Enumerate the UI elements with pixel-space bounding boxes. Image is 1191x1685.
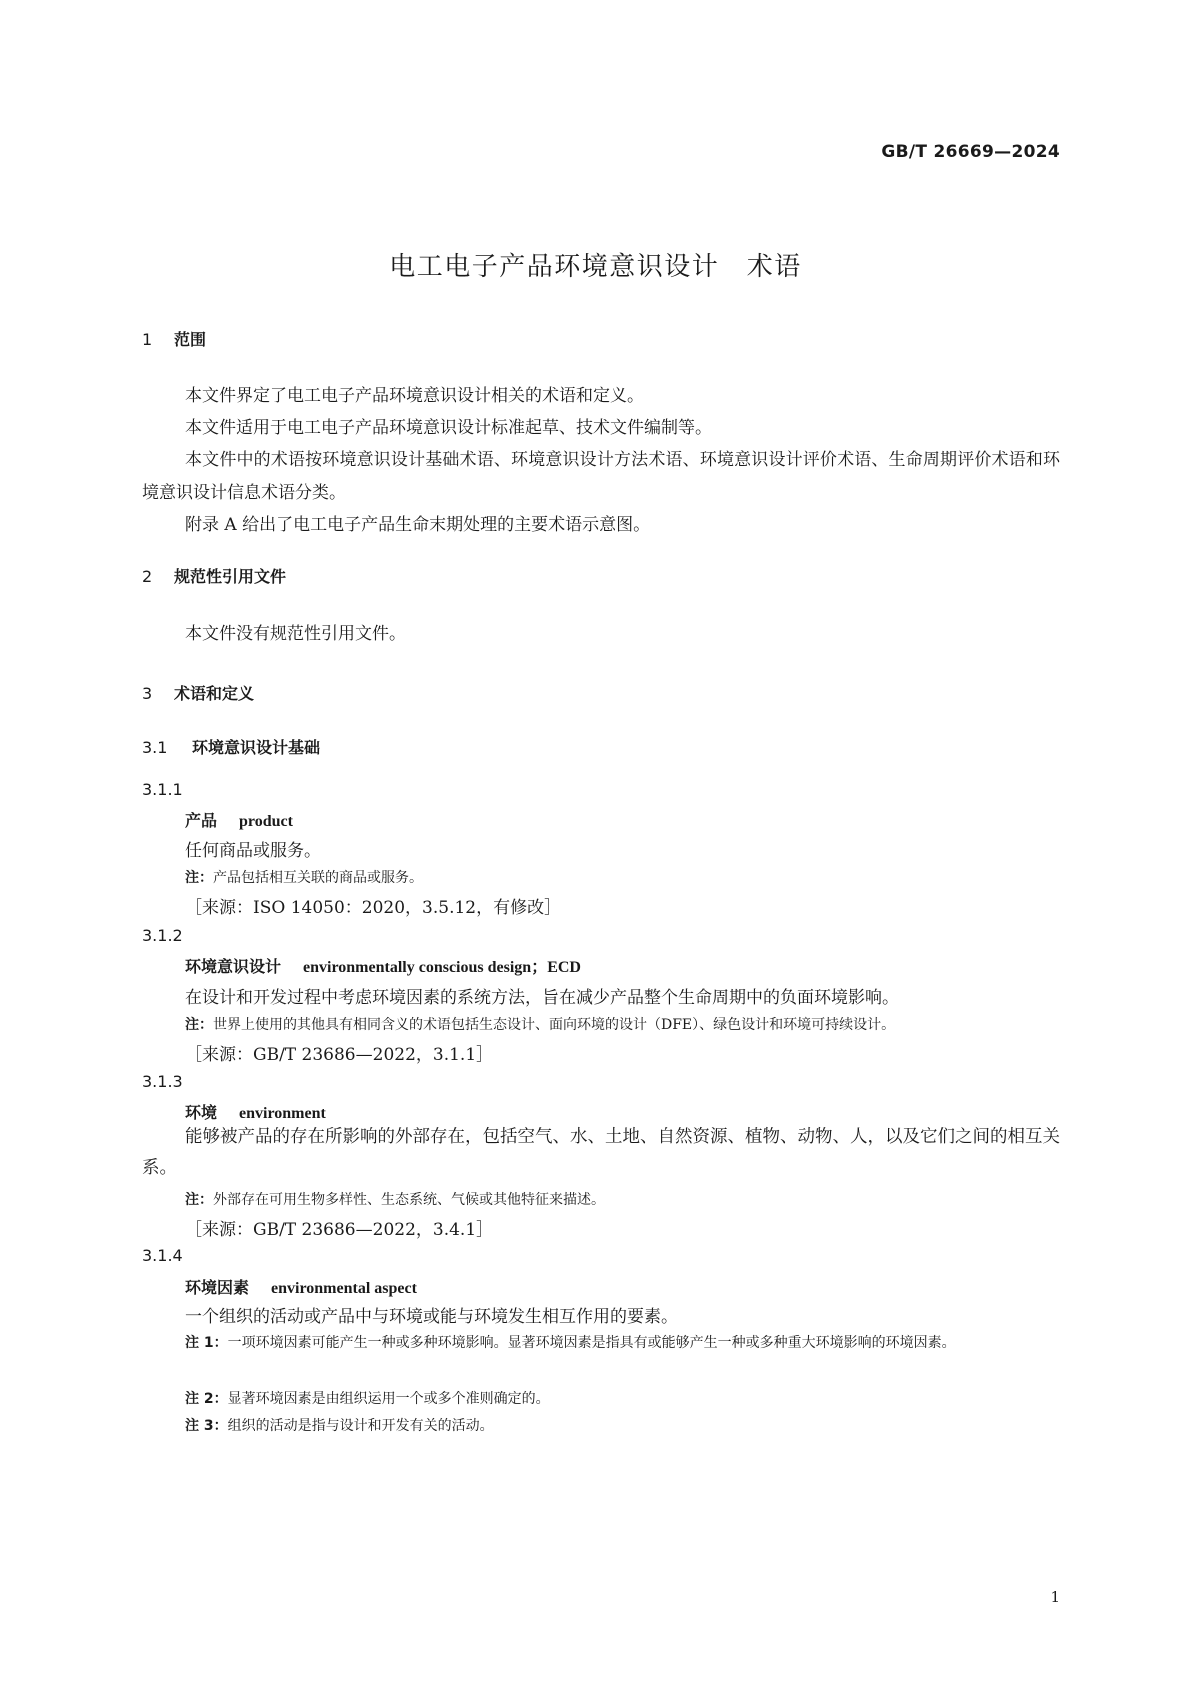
term-heading [185, 1100, 326, 1123]
scope-paragraph-3: 本文件中的术语按环境意识设计基础术语、环境意识设计方法术语、环境意识设计评价术语、生命周期评价术语和环境意识设计信息术语分类。 [142, 450, 1060, 503]
term-note [185, 867, 423, 887]
note-text: 外部存在可用生物多样性、生态系统、气候或其他特征来描述。 [213, 1192, 605, 1208]
term-definition: 任何商品或服务。 [185, 841, 321, 861]
term-source: ［来源：ISO 14050：2020，3.5.12，有修改］ [185, 898, 562, 918]
term-zh: 环境因素 [185, 1278, 250, 1297]
note-text: 世界上使用的其他具有相同含义的术语包括生态设计、面向环境的设计（DFE）、绿色设计和环境可持续设计。 [213, 1017, 896, 1033]
note-label: 注 3： [185, 1418, 228, 1434]
section-1-heading [142, 327, 206, 350]
term-number: 3.1.3 [142, 1072, 183, 1091]
scope-paragraph-2: 本文件适用于电工电子产品环境意识设计标准起草、技术文件编制等。 [185, 418, 712, 438]
subsection-title: 环境意识设计基础 [192, 738, 321, 757]
document-title: 电工电子产品环境意识设计 术语 [389, 252, 802, 282]
term-heading [185, 808, 293, 831]
term-zh: 产品 [185, 811, 218, 830]
scope-paragraph-1: 本文件界定了电工电子产品环境意识设计相关的术语和定义。 [185, 386, 644, 406]
term-en: environmentally conscious design；ECD [303, 959, 581, 976]
note-label: 注： [185, 870, 213, 886]
note-label: 注： [185, 1017, 213, 1033]
term-definition: 在设计和开发过程中考虑环境因素的系统方法，旨在减少产品整个生命周期中的负面环境影响。 [185, 988, 899, 1008]
subsection-number: 3.1 [142, 738, 168, 757]
section-number: 1 [142, 330, 153, 349]
subsection-3-1-heading [142, 735, 320, 758]
term-note [185, 1189, 605, 1209]
page-number: 1 [1050, 1588, 1060, 1606]
term-definition: 能够被产品的存在所影响的外部存在，包括空气、水、土地、自然资源、植物、动物、人，以及它们之间的相互关系。 [142, 1127, 1060, 1178]
section-number: 2 [142, 567, 153, 586]
term-note-1 [185, 1330, 1107, 1356]
term-source: ［来源：GB/T 23686—2022，3.4.1］ [185, 1220, 494, 1240]
note-label: 注： [185, 1192, 213, 1208]
note-label: 注 1： [185, 1335, 228, 1351]
term-en: environmental aspect [271, 1280, 417, 1297]
section-title: 范围 [174, 330, 207, 349]
term-note [185, 1014, 895, 1034]
note-text: 产品包括相互关联的商品或服务。 [213, 870, 423, 886]
section-title: 规范性引用文件 [174, 567, 287, 586]
note-label: 注 2： [185, 1391, 228, 1407]
term-zh: 环境 [185, 1103, 218, 1122]
term-en: environment [239, 1105, 326, 1122]
term-source: ［来源：GB/T 23686—2022，3.1.1］ [185, 1045, 494, 1065]
term-heading [185, 954, 581, 977]
section-2-heading [142, 564, 286, 587]
section-3-heading [142, 681, 254, 704]
section-number: 3 [142, 684, 153, 703]
term-note-3 [185, 1415, 494, 1435]
scope-paragraph-4: 附录 A 给出了电工电子产品生命末期处理的主要术语示意图。 [185, 515, 651, 535]
term-zh: 环境意识设计 [185, 957, 282, 976]
normative-paragraph: 本文件没有规范性引用文件。 [185, 624, 406, 644]
term-number: 3.1.2 [142, 926, 183, 945]
term-number: 3.1.4 [142, 1246, 183, 1265]
section-title: 术语和定义 [174, 684, 255, 703]
note-text: 一项环境因素可能产生一种或多种环境影响。显著环境因素是指具有或能够产生一种或多种重大环境影响的环境因素。 [227, 1335, 956, 1351]
term-number: 3.1.1 [142, 780, 183, 799]
standard-code: GB/T 26669—2024 [881, 142, 1060, 162]
note-text: 组织的活动是指与设计和开发有关的活动。 [227, 1418, 494, 1434]
term-en: product [239, 813, 293, 830]
note-text: 显著环境因素是由组织运用一个或多个准则确定的。 [227, 1391, 550, 1407]
term-definition: 一个组织的活动或产品中与环境或能与环境发生相互作用的要素。 [185, 1307, 678, 1327]
term-note-2 [185, 1388, 550, 1408]
term-heading [185, 1275, 417, 1298]
